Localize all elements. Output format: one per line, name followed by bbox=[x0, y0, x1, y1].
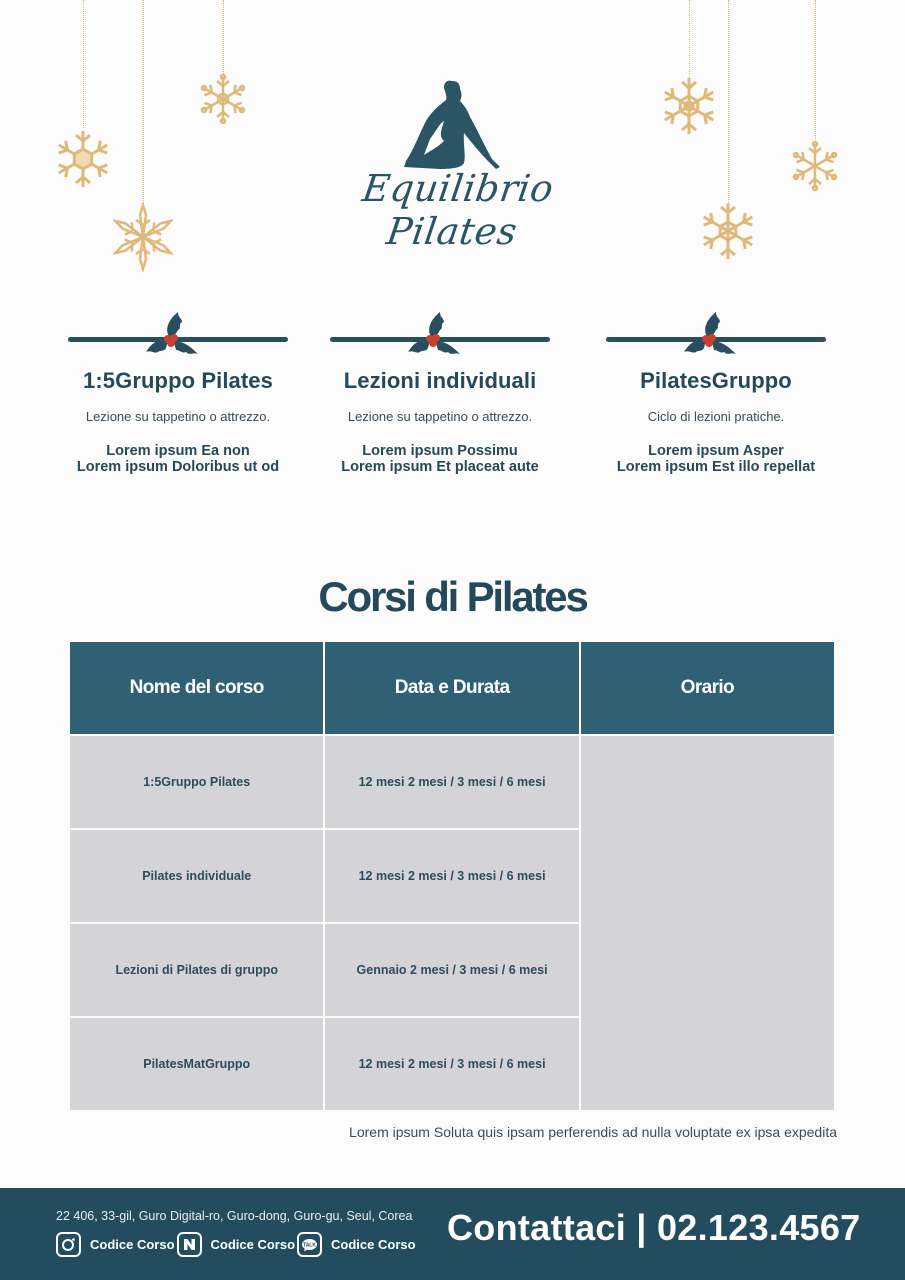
courses-title: Corsi di Pilates bbox=[318, 573, 587, 620]
social-talk[interactable] bbox=[297, 1232, 416, 1257]
header-course-name: Nome del corso bbox=[70, 642, 323, 734]
schedule-cell bbox=[581, 736, 834, 1110]
service-details: Lorem ipsum Ea non Lorem ipsum Doloribus ut od bbox=[76, 443, 280, 475]
holly-icon bbox=[138, 308, 208, 356]
snowflake-icon bbox=[659, 76, 719, 136]
social-links bbox=[56, 1232, 418, 1257]
course-duration-cell: Gennaio 2 mesi / 3 mesi / 6 mesi bbox=[325, 924, 578, 1016]
holly-icon bbox=[676, 308, 746, 356]
social-label: Codice Corso bbox=[90, 1237, 175, 1252]
pilates-figure-icon bbox=[400, 77, 510, 173]
social-naver[interactable] bbox=[177, 1232, 296, 1257]
service-title: Lezioni individuali bbox=[343, 368, 537, 393]
services-section bbox=[0, 308, 905, 488]
course-duration-cell: 12 mesi 2 mesi / 3 mesi / 6 mesi bbox=[325, 1018, 578, 1110]
service-card bbox=[596, 308, 836, 475]
snowflake-icon bbox=[785, 136, 845, 196]
talk-icon bbox=[297, 1232, 322, 1257]
social-instagram[interactable] bbox=[56, 1232, 175, 1257]
table-note: Lorem ipsum Soluta quis ipsam perferendis ad nulla voluptate ex ipsa expedita bbox=[349, 1124, 837, 1140]
course-name-cell: PilatesMatGruppo bbox=[70, 1018, 323, 1110]
svg-text:TALK: TALK bbox=[303, 1242, 317, 1248]
service-description: Lezione su tappetino o attrezzo. bbox=[85, 409, 271, 424]
table-row bbox=[70, 736, 834, 828]
instagram-icon bbox=[56, 1232, 81, 1257]
snowflake-icon bbox=[53, 126, 113, 192]
service-details: Lorem ipsum Asper Lorem ipsum Est illo repellat bbox=[616, 443, 816, 475]
brand-name: Equilibrio Pilates bbox=[359, 167, 557, 253]
naver-icon bbox=[177, 1232, 202, 1257]
holly-divider bbox=[596, 308, 836, 356]
brand-logo bbox=[300, 75, 610, 253]
course-name-cell: Lezioni di Pilates di gruppo bbox=[70, 924, 323, 1016]
service-description: Ciclo di lezioni pratiche. bbox=[647, 409, 785, 424]
holly-divider bbox=[320, 308, 560, 356]
course-duration-cell: 12 mesi 2 mesi / 3 mesi / 6 mesi bbox=[325, 736, 578, 828]
social-label: Codice Corso bbox=[210, 1237, 296, 1252]
footer bbox=[0, 1188, 905, 1280]
holly-divider bbox=[58, 308, 298, 356]
address: 22 406, 33-gil, Guro Digital-ro, Guro-dong, Guro-gu, Seul, Corea bbox=[56, 1209, 413, 1223]
service-title: PilatesGruppo bbox=[640, 368, 792, 393]
snowflake-icon bbox=[113, 202, 173, 272]
course-duration-cell: 12 mesi 2 mesi / 3 mesi / 6 mesi bbox=[325, 830, 578, 922]
course-name-cell: Pilates individuale bbox=[70, 830, 323, 922]
contact-phone[interactable]: Contattaci | 02.123.4567 bbox=[447, 1207, 861, 1248]
service-title: 1:5Gruppo Pilates bbox=[83, 368, 273, 393]
holly-icon bbox=[400, 308, 470, 356]
courses-table bbox=[68, 640, 836, 1112]
service-card bbox=[58, 308, 298, 475]
course-name-cell: 1:5Gruppo Pilates bbox=[70, 736, 323, 828]
header-date-duration: Data e Durata bbox=[325, 642, 578, 734]
social-label: Codice Corso bbox=[331, 1237, 416, 1252]
service-details: Lorem ipsum Possimu Lorem ipsum Et placeat aute bbox=[341, 443, 539, 475]
service-card bbox=[320, 308, 560, 475]
table-header-row bbox=[70, 642, 834, 734]
snowflake-icon bbox=[698, 198, 758, 264]
header-schedule: Orario bbox=[581, 642, 834, 734]
service-description: Lezione su tappetino o attrezzo. bbox=[347, 409, 533, 424]
snowflake-icon bbox=[193, 74, 253, 124]
